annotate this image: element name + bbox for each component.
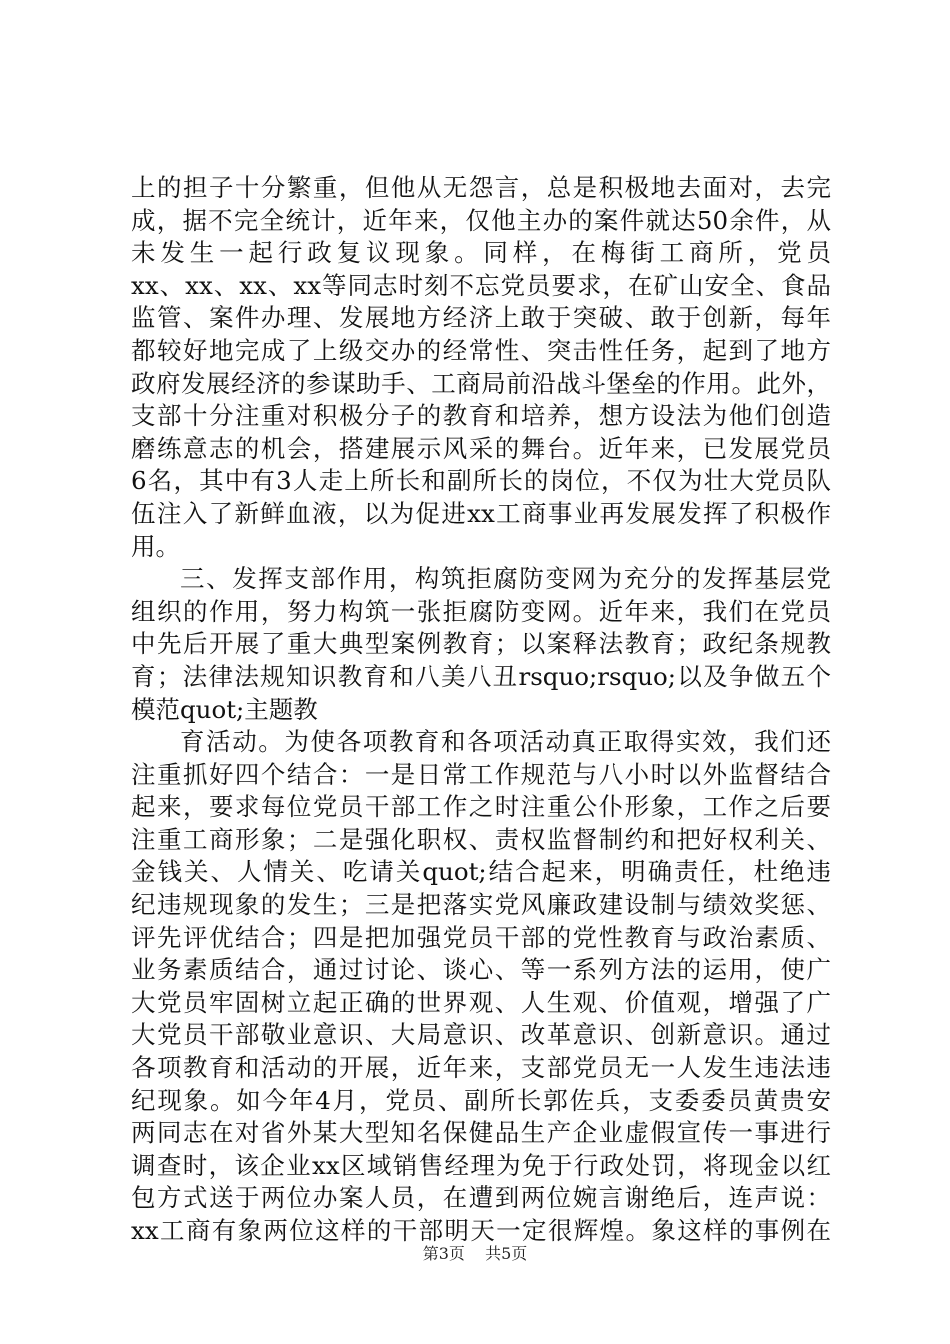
text-line: 6名，其中有3人走上所长和副所长的岗位，不仅为壮大党员队 <box>131 466 831 496</box>
text-line: 育活动。为使各项教育和各项活动真正取得实效，我们还 <box>180 727 831 757</box>
text-line: 育；法律法规知识教育和八美八丑rsquo;rsquo;以及争做五个 <box>131 661 831 691</box>
text-line: 包方式送于两位办案人员，在遭到两位婉言谢绝后，连声说： <box>131 1183 831 1213</box>
page-footer <box>0 1241 950 1264</box>
text-line: 各项教育和活动的开展，近年来，支部党员无一人发生违法违 <box>131 1053 831 1083</box>
text-line: 组织的作用，努力构筑一张拒腐防变网。近年来，我们在党员 <box>131 596 831 626</box>
text-line: 政府发展经济的参谋助手、工商局前沿战斗堡垒的作用。此外， <box>131 368 831 398</box>
text-line: 支部十分注重对积极分子的教育和培养，想方设法为他们创造 <box>131 401 831 431</box>
text-line: 都较好地完成了上级交办的经常性、突击性任务，起到了地方 <box>131 335 831 365</box>
text-line: 评先评优结合；四是把加强党员干部的党性教育与政治素质、 <box>131 922 831 952</box>
text-line: 大党员干部敬业意识、大局意识、改革意识、创新意识。通过 <box>131 1020 831 1050</box>
text-line: 成，据不完全统计，近年来，仅他主办的案件就达50余件，从 <box>131 205 831 235</box>
text-line: 业务素质结合，通过讨论、谈心、等一系列方法的运用，使广 <box>131 955 831 985</box>
text-line: 金钱关、人情关、吃请关quot;结合起来，明确责任，杜绝违 <box>131 857 831 887</box>
text-line: 两同志在对省外某大型知名保健品生产企业虚假宣传一事进行 <box>131 1118 831 1148</box>
text-line: 纪现象。如今年4月，党员、副所长郭佐兵，支委委员黄贵安 <box>131 1085 831 1115</box>
text-line: 注重工商形象；二是强化职权、责权监督制约和把好权利关、 <box>131 824 831 854</box>
text-line: 磨练意志的机会，搭建展示风采的舞台。近年来，已发展党员 <box>131 433 831 463</box>
document-body <box>131 172 831 1248</box>
text-line: 中先后开展了重大典型案例教育；以案释法教育；政纪条规教 <box>131 629 831 659</box>
text-line: 用。 <box>131 531 180 561</box>
page-number: 第3页 <box>422 1244 465 1263</box>
text-line: 起来，要求每位党员干部工作之时注重公仆形象，工作之后要 <box>131 792 831 822</box>
text-line: xx工商有象两位这样的干部明天一定很辉煌。象这样的事例在 <box>131 1216 831 1245</box>
text-line: 未发生一起行政复议现象。同样，在梅街工商所，党员 <box>131 238 831 268</box>
text-line: xx、xx、xx、xx等同志时刻不忘党员要求，在矿山安全、食品 <box>131 270 831 300</box>
text-line: 大党员牢固树立起正确的世界观、人生观、价值观，增强了广 <box>131 987 831 1017</box>
text-line: 监管、案件办理、发展地方经济上敢于突破、敢于创新，每年 <box>131 303 831 333</box>
text-line: 上的担子十分繁重，但他从无怨言，总是积极地去面对，去完 <box>131 173 831 202</box>
text-line: 注重抓好四个结合：一是日常工作规范与八小时以外监督结合 <box>131 759 831 789</box>
text-line: 伍注入了新鲜血液，以为促进xx工商事业再发展发挥了积极作 <box>131 498 831 528</box>
text-line: 纪违规现象的发生；三是把落实党风廉政建设制与绩效奖惩、 <box>131 890 831 920</box>
text-line: 调查时，该企业xx区域销售经理为免于行政处罚，将现金以红 <box>131 1150 831 1180</box>
text-line: 模范quot;主题教 <box>131 694 318 724</box>
text-line: 三、发挥支部作用，构筑拒腐防变网为充分的发挥基层党 <box>180 564 831 594</box>
page-total: 共5页 <box>485 1244 528 1263</box>
